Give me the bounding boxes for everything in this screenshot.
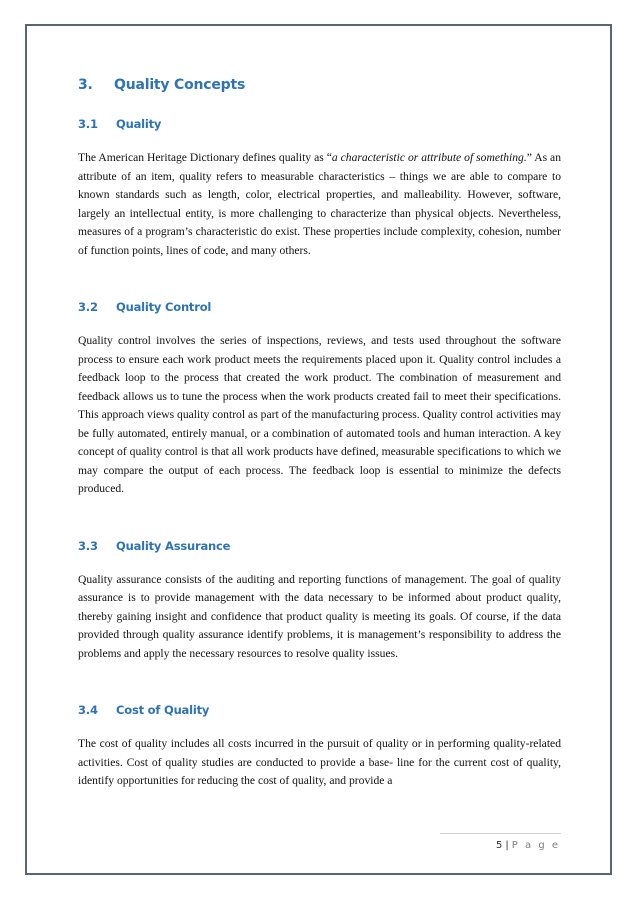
paragraph-quality-control: Quality control involves the series of inspections, reviews, and tests used throughout the software process to ensure each work product meets the requirements placed upon it. Quality control includes a feedback loop to the process that created the work product. The combination of measurement and feedback allows us to tune the process when the work products created fail to meet their specifications. This approach views quality control as part of the manufacturing process. Quality control activities may be fully automated, entirely manual, or a combination of automated tools and human interaction. A key concept of quality control is that all work products have defined, measurable specifications to which we may compare the output of each process. The feedback loop is essential to minimize the defects produced. <box>78 334 561 495</box>
footer-separator: | <box>505 840 509 851</box>
paragraph-text: ” As an attribute of an item, quality refers to measurable characteristics – things we are able to compare to known standards such as length, color, electrical properties, and malleability. However, software, largely an intellectual entity, is more challenging to characterize than physical objects. Nevertheless, measures of a program’s characteristic do exist. These properties include complexity, cohesion, number of function points, lines of code, and many others. <box>78 151 561 257</box>
document-body <box>78 74 561 791</box>
paragraph-quality-assurance: Quality assurance consists of the auditing and reporting functions of management. The goal of quality assurance is to provide management with the data necessary to be informed about product quality, thereby gaining insight and confidence that product quality is meeting its goals. Of course, if the data provided through quality assurance identify problems, it is management’s responsibility to address the problems and apply the necessary resources to resolve quality issues. <box>78 572 561 660</box>
section-heading-cost-of-quality <box>78 701 561 719</box>
section-heading-quality <box>78 115 561 133</box>
footer-divider <box>440 833 561 834</box>
section-number: 3.4 <box>78 703 98 717</box>
section-title: Quality Control <box>116 300 212 314</box>
page-number: 5 <box>496 840 503 851</box>
section-title: Quality <box>116 117 162 131</box>
section-number: 3.2 <box>78 300 98 314</box>
section-heading-quality-control <box>78 298 561 316</box>
section-title: Quality Assurance <box>116 538 231 553</box>
chapter-title: Quality Concepts <box>114 77 246 93</box>
section-heading-quality-assurance <box>78 537 561 555</box>
section-title: Cost of Quality <box>116 703 210 717</box>
chapter-number: 3. <box>78 77 93 93</box>
page-footer <box>496 840 560 851</box>
section-number: 3.1 <box>78 117 98 131</box>
paragraph-text: The American Heritage Dictionary defines quality as “ <box>78 151 332 164</box>
chapter-heading <box>78 74 561 96</box>
quoted-definition: a characteristic or attribute of something. <box>331 151 527 164</box>
paragraph-cost-of-quality: The cost of quality includes all costs incurred in the pursuit of quality or in performing quality-related activities. Cost of quality studies are conducted to provide a base- line for the current cost of quality, identify opportunities for reducing the cost of quality, and provide a <box>78 737 561 787</box>
paragraph-quality <box>78 149 561 260</box>
section-number: 3.3 <box>78 538 98 553</box>
page-label: P a g e <box>511 840 560 851</box>
